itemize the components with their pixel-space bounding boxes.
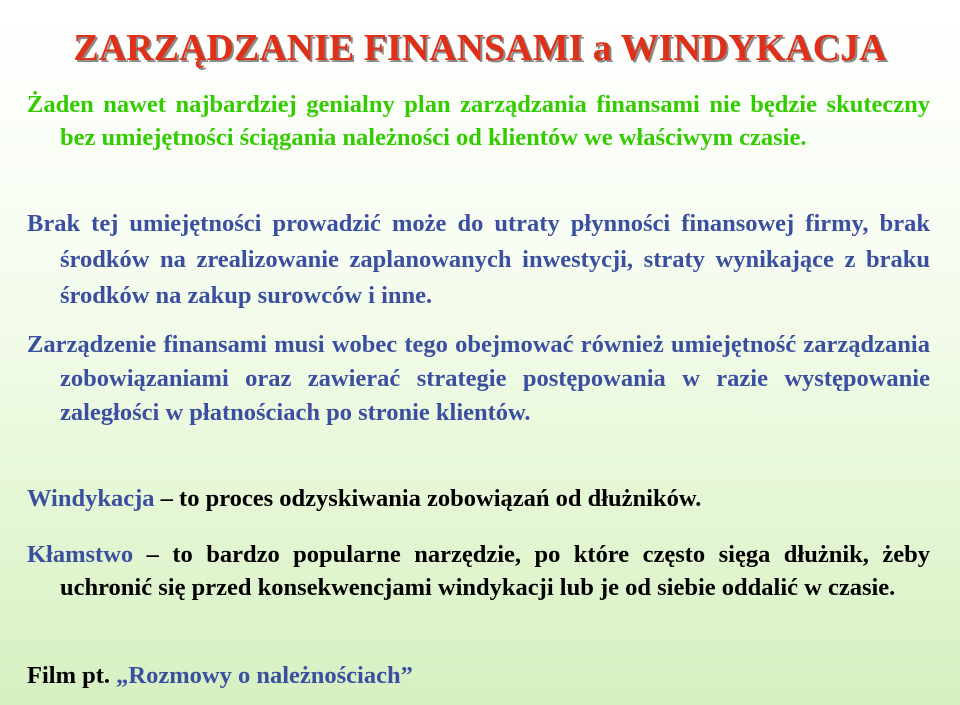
paragraph-risks: Brak tej umiejętności prowadzić może do utraty płynności finansowej firmy, brak środków na zrealizowanie zaplanowanych inwestycji, straty wynikające z braku środków na zakup surowców i inne.: [27, 210, 930, 309]
definition-windykacja: – to proces odzyskiwania zobowiązań od dłużników.: [154, 485, 702, 512]
definition-klamstwo: – to bardzo popularne narzędzie, po które często sięga dłużnik, żeby uchronić się przed konsekwencjami windykacji lub je od siebie oddalić w czasie.: [60, 541, 930, 601]
slide-title: ZARZĄDZANIE FINANSAMI a WINDYKACJA: [73, 27, 887, 69]
paragraph-management: Zarządzenie finansami musi wobec tego obejmować również umiejętność zarządzania zobowiązaniami oraz zawierać strategie postępowania w razie występowanie zaległości w płatnościach po stronie klientów.: [27, 331, 930, 426]
term-klamstwo: Kłamstwo: [27, 541, 134, 568]
paragraph-windykacja: [27, 482, 930, 515]
paragraph-klamstwo: [27, 538, 930, 604]
paragraph-film: [27, 659, 413, 692]
film-title[interactable]: „Rozmowy o należnościach”: [116, 662, 413, 689]
paragraph-intro: Żaden nawet najbardziej genialny plan zarządzania finansami nie będzie skuteczny bez umiejętności ściągania należności od klientów we właściwym czasie.: [27, 91, 930, 151]
term-windykacja: Windykacja: [27, 485, 155, 512]
film-prefix: Film pt.: [27, 662, 117, 689]
